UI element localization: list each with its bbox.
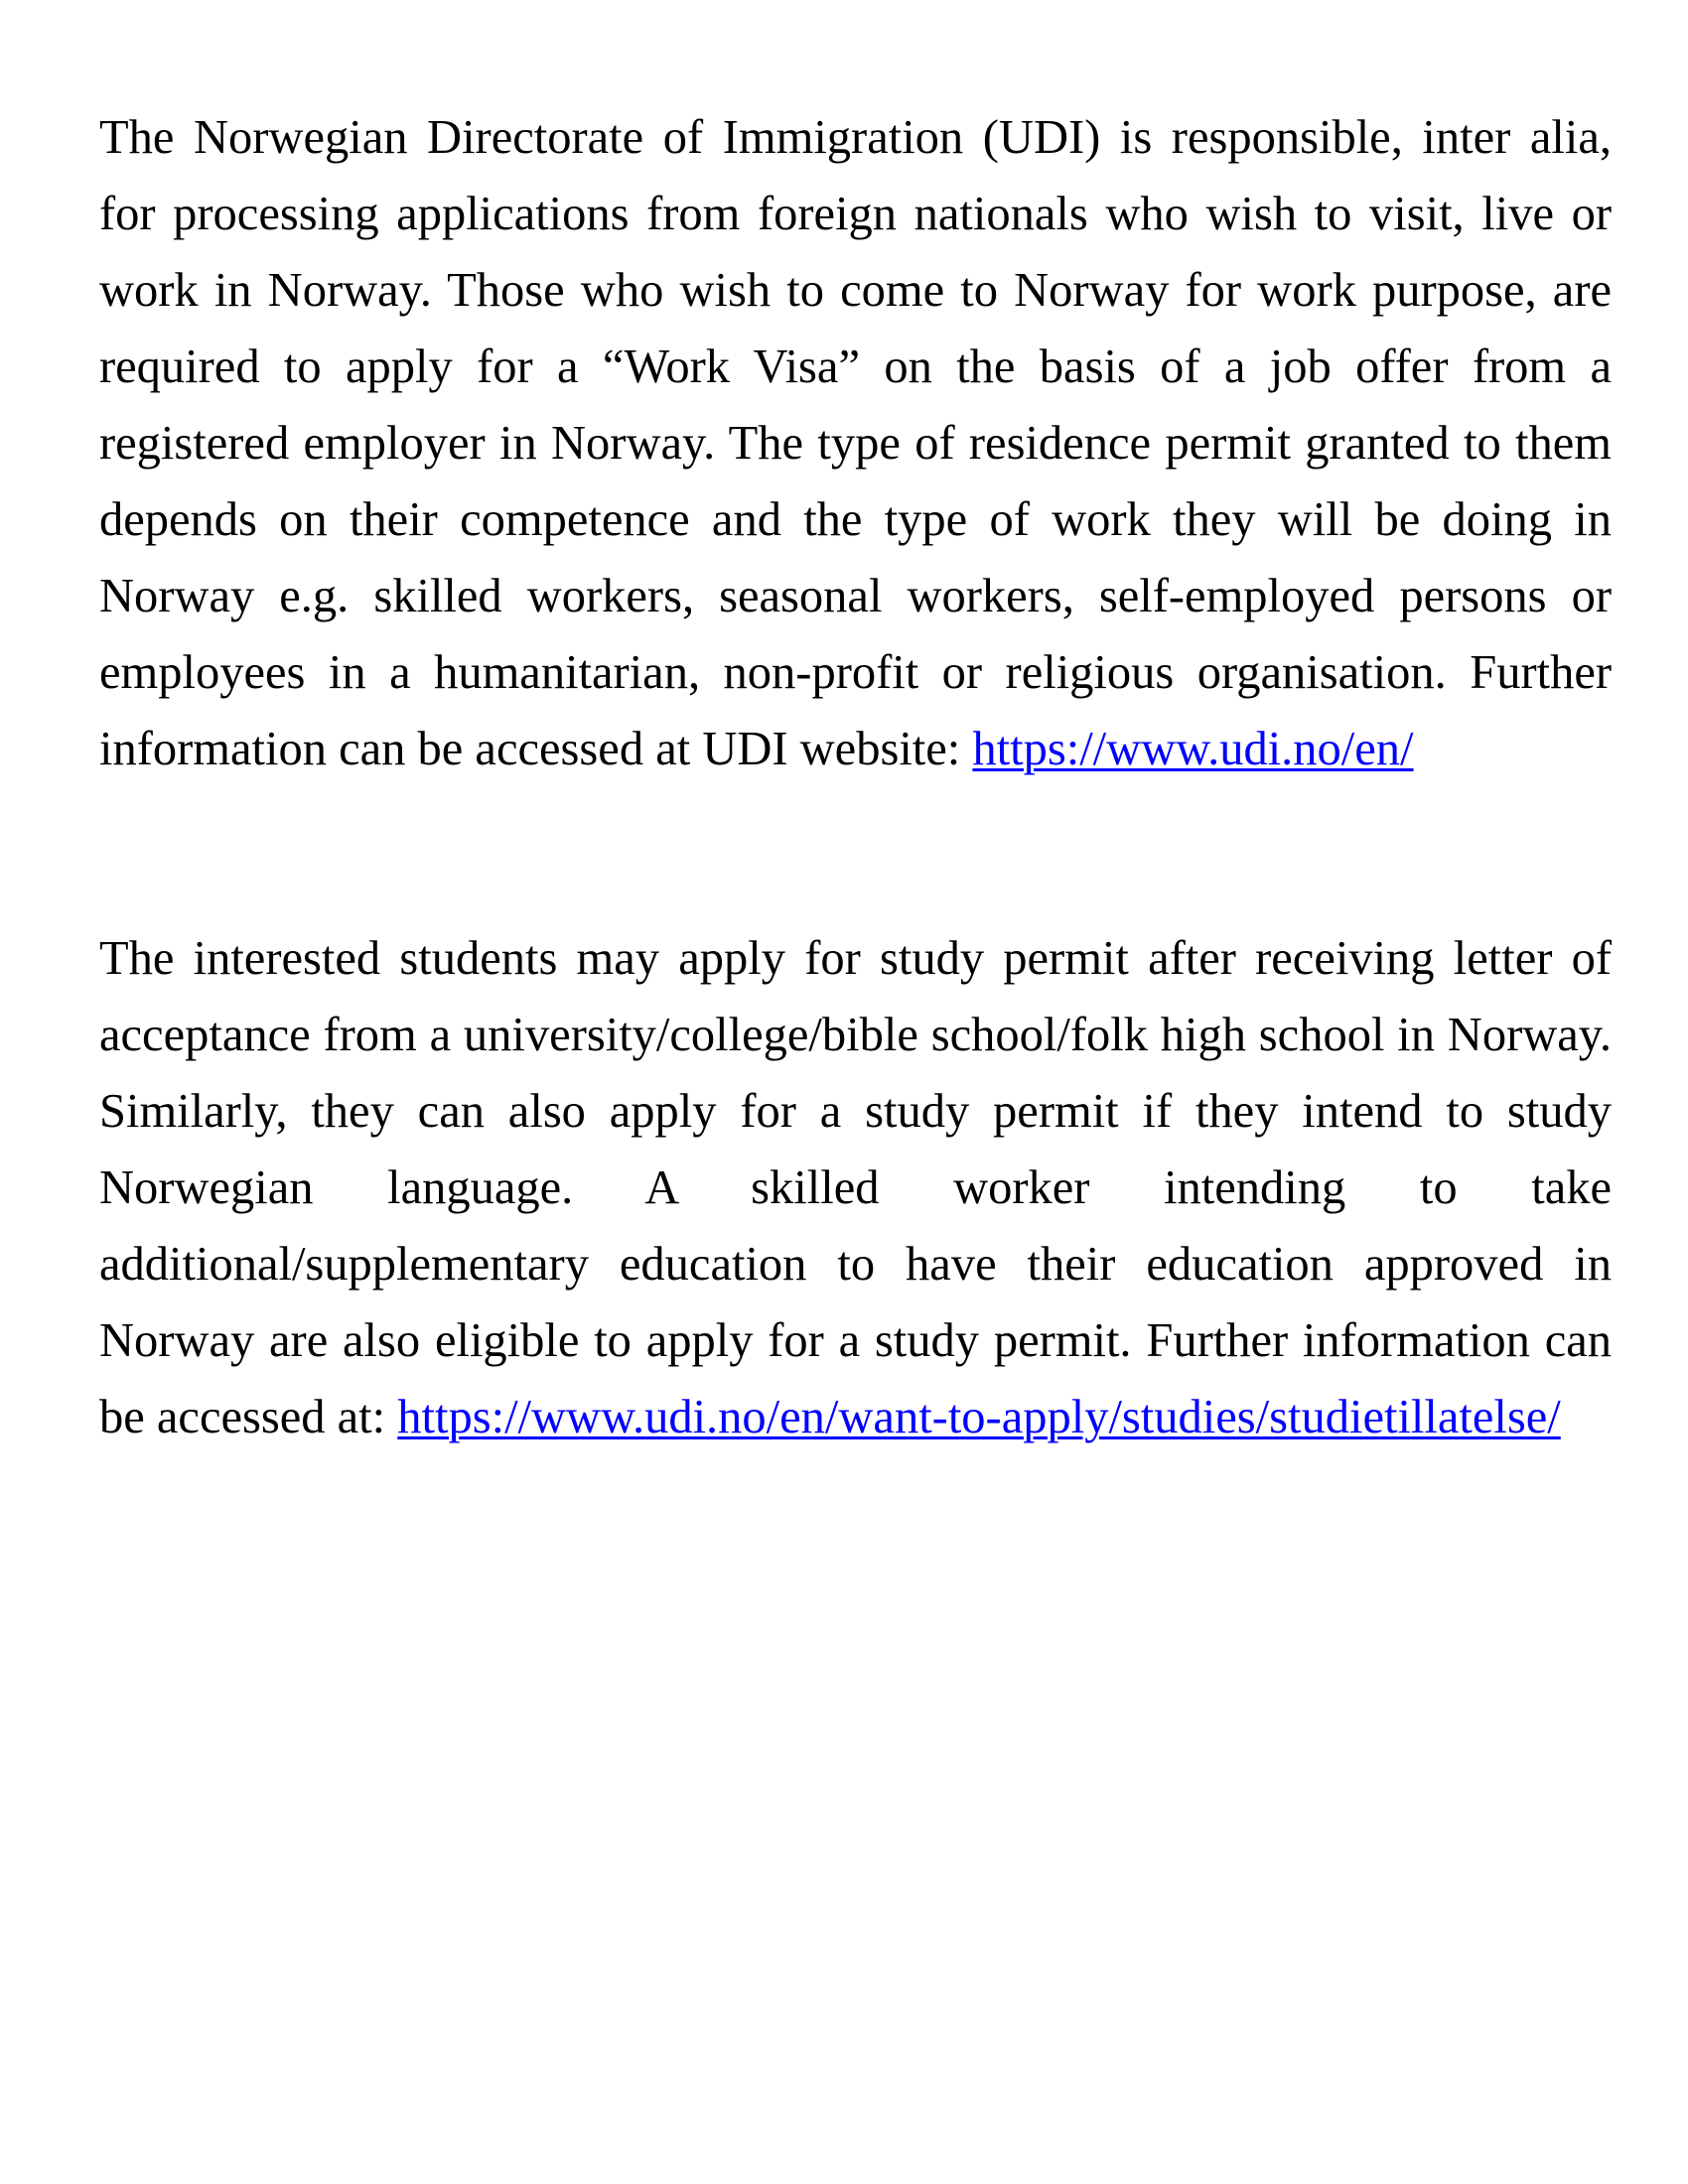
document-body [99,99,1612,1455]
udi-study-permit-link[interactable]: https://www.udi.no/en/want-to-apply/studies/studietillatelse/ [397,1391,1561,1443]
paragraph-udi-work-visa [99,99,1612,787]
paragraph-spacer [99,787,1612,920]
paragraph-udi-study-permit [99,920,1612,1455]
paragraph-1-text: The Norwegian Directorate of Immigration (UDI) is responsible, inter alia, for processing applications from foreign nationals who wish to visit, live or work in Norway. Those who wish to come to Norway for work purpose, are required to apply for a “Work Visa” on the basis of a job offer from a registered employer in Norway. The type of residence permit granted to them depends on their competence and the type of work they will be doing in Norway e.g. skilled workers, seasonal workers, self-employed persons or employees in a humanitarian, non-profit or religious organisation. Further information can be accessed at UDI website: [99,111,1612,775]
udi-main-website-link[interactable]: https://www.udi.no/en/ [972,723,1414,775]
paragraph-2-text: The interested students may apply for study permit after receiving letter of acceptance from a university/college/bible school/folk high school in Norway. Similarly, they can also apply for a study permit if they intend to study Norwegian language. A skilled worker intending to take additional/supplementary education to have their education approved in Norway are also eligible to apply for a study permit. Further information can be accessed at: [99,932,1612,1443]
